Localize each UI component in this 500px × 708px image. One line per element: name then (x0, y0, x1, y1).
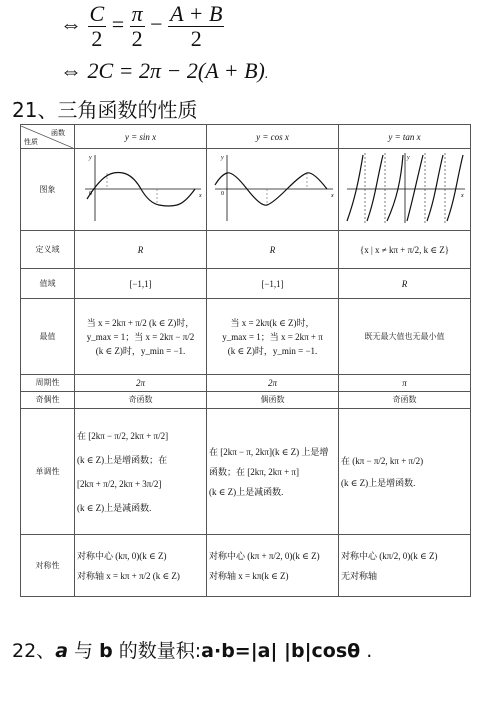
text-line: 在 [2kπ − π/2, 2kπ + π/2] (77, 430, 169, 441)
fraction-numerator: C (89, 1, 105, 26)
monotonic-sin (75, 409, 207, 535)
equation-period: . (264, 67, 269, 82)
equals-sign: = (111, 11, 125, 37)
fraction-a-plus-b-over-2 (168, 2, 224, 51)
table-row-period (21, 375, 471, 392)
text-line: (k ∈ Z)上是增函数. (341, 477, 416, 488)
tan-graph (341, 149, 469, 225)
header-sin: y = sin x (75, 125, 207, 149)
text-line: 对称轴 x = kπ(k ∈ Z) (209, 570, 289, 581)
extrema-sin (75, 299, 207, 375)
text-line: (k ∈ Z)上是减函数. (77, 502, 152, 513)
parity-cos: 偶函数 (207, 392, 339, 409)
domain-sin: R (75, 231, 207, 269)
fraction-numerator: π (131, 1, 143, 26)
cos-graph (209, 149, 337, 225)
fraction-denominator: 2 (91, 26, 103, 51)
text-line: 当 x = 2kπ(k ∈ Z)时， (230, 317, 315, 328)
period: . (360, 640, 373, 662)
table-header-row (21, 125, 471, 149)
minus-sign: − (150, 11, 163, 37)
svg-text:y: y (406, 155, 410, 161)
text-line: 对称轴 x = kπ + π/2 (k ∈ Z) (77, 570, 180, 581)
corner-prop-label: 性质 (24, 137, 38, 146)
equation-line-2 (60, 58, 268, 84)
text-line: [2kπ + π/2, 2kπ + 3π/2] (77, 478, 162, 489)
header-tan: y = tan x (339, 125, 471, 149)
equivalence-arrow: ⇔ (60, 58, 82, 83)
extrema-cos (207, 299, 339, 375)
trig-properties-table (20, 124, 471, 597)
row-label-symmetry: 对称性 (21, 535, 75, 597)
text-line: y_max = 1；当 x = 2kπ + π (222, 331, 323, 342)
row-label-extrema: 最值 (21, 299, 75, 375)
dot-product-formula: a·b=|a| |b|cosθ (201, 640, 361, 662)
row-label-period: 周期性 (21, 375, 75, 392)
fraction-c-over-2 (88, 2, 107, 51)
row-label-monotonic: 单调性 (21, 409, 75, 535)
text-line: 对称中心 (kπ, 0)(k ∈ Z) (77, 550, 167, 561)
vector-a: a (55, 640, 69, 662)
table-row-domain (21, 231, 471, 269)
text-line: (k ∈ Z)上是减函数. (209, 486, 284, 497)
domain-cos: R (207, 231, 339, 269)
monotonic-tan (339, 409, 471, 535)
row-label-domain: 定义域 (21, 231, 75, 269)
text-line: y_max = 1；当 x = 2kπ − π/2 (86, 331, 195, 342)
text-line: (k ∈ Z)时，y_min = −1. (95, 345, 186, 356)
equivalence-arrow: ⇔ (60, 11, 82, 37)
text-line: 对称中心 (kπ/2, 0)(k ∈ Z) (341, 550, 438, 561)
domain-tan: {x | x ≠ kπ + π/2, k ∈ Z} (339, 231, 471, 269)
fraction-pi-over-2 (130, 2, 145, 51)
svg-text:y: y (220, 155, 224, 161)
svg-text:x: x (198, 193, 202, 199)
table-corner-cell (21, 125, 75, 149)
diagonal-corner (21, 126, 73, 148)
table-row-monotonic (21, 409, 471, 535)
section-22-line (12, 636, 372, 663)
text-line: (k ∈ Z)时，y_min = −1. (227, 345, 318, 356)
table-row-range (21, 269, 471, 299)
vector-b: b (99, 640, 113, 662)
fraction-numerator: A + B (170, 1, 223, 26)
period-cos: 2π (207, 375, 339, 392)
sin-graph-cell (75, 149, 207, 231)
monotonic-cos (207, 409, 339, 535)
text-line: 在 (kπ − π/2, kπ + π/2) (341, 455, 424, 466)
text-line: 当 x = 2kπ + π/2 (k ∈ Z)时， (86, 317, 195, 328)
range-cos: [−1,1] (207, 269, 339, 299)
text-line: 对称中心 (kπ + π/2, 0)(k ∈ Z) (209, 550, 320, 561)
svg-text:y: y (88, 155, 92, 161)
svg-text:0: 0 (220, 191, 224, 197)
period-sin: 2π (75, 375, 207, 392)
symmetry-tan (339, 535, 471, 597)
table-row-symmetry (21, 535, 471, 597)
equation-line-1 (60, 2, 224, 51)
text-line: 在 [2kπ − π, 2kπ](k ∈ Z) 上是增 (209, 446, 329, 457)
extrema-tan: 既无最大值也无最小值 (339, 299, 471, 375)
range-tan: R (339, 269, 471, 299)
symmetry-sin (75, 535, 207, 597)
parity-sin: 奇函数 (75, 392, 207, 409)
text-line: 无对称轴 (341, 570, 378, 581)
connector-text: 与 (68, 640, 100, 662)
section-22-number: 22、 (12, 640, 56, 662)
row-label-range: 值域 (21, 269, 75, 299)
range-sin: [−1,1] (75, 269, 207, 299)
header-cos: y = cos x (207, 125, 339, 149)
corner-func-label: 函数 (51, 128, 65, 137)
row-label-graph: 图象 (21, 149, 75, 231)
symmetry-cos (207, 535, 339, 597)
period-tan: π (339, 375, 471, 392)
row-label-parity: 奇偶性 (21, 392, 75, 409)
svg-text:0: 0 (88, 191, 92, 197)
table-row-extrema (21, 299, 471, 375)
fraction-denominator: 2 (131, 26, 143, 51)
table-row-parity (21, 392, 471, 409)
cos-graph-cell (207, 149, 339, 231)
section-21-title: 21、三角函数的性质 (12, 98, 198, 122)
sin-graph (77, 149, 205, 225)
fraction-denominator: 2 (190, 26, 202, 51)
text-line: (k ∈ Z)上是增函数；在 (77, 454, 168, 465)
tan-graph-cell (339, 149, 471, 231)
dot-product-label: 的数量积: (112, 640, 202, 662)
equation-text: 2C = 2π − 2(A + B) (87, 58, 265, 83)
parity-tan: 奇函数 (339, 392, 471, 409)
text-line: 函数；在 [2kπ, 2kπ + π] (209, 466, 299, 477)
table-row-graph (21, 149, 471, 231)
svg-text:x: x (330, 193, 334, 199)
svg-text:x: x (460, 193, 464, 199)
